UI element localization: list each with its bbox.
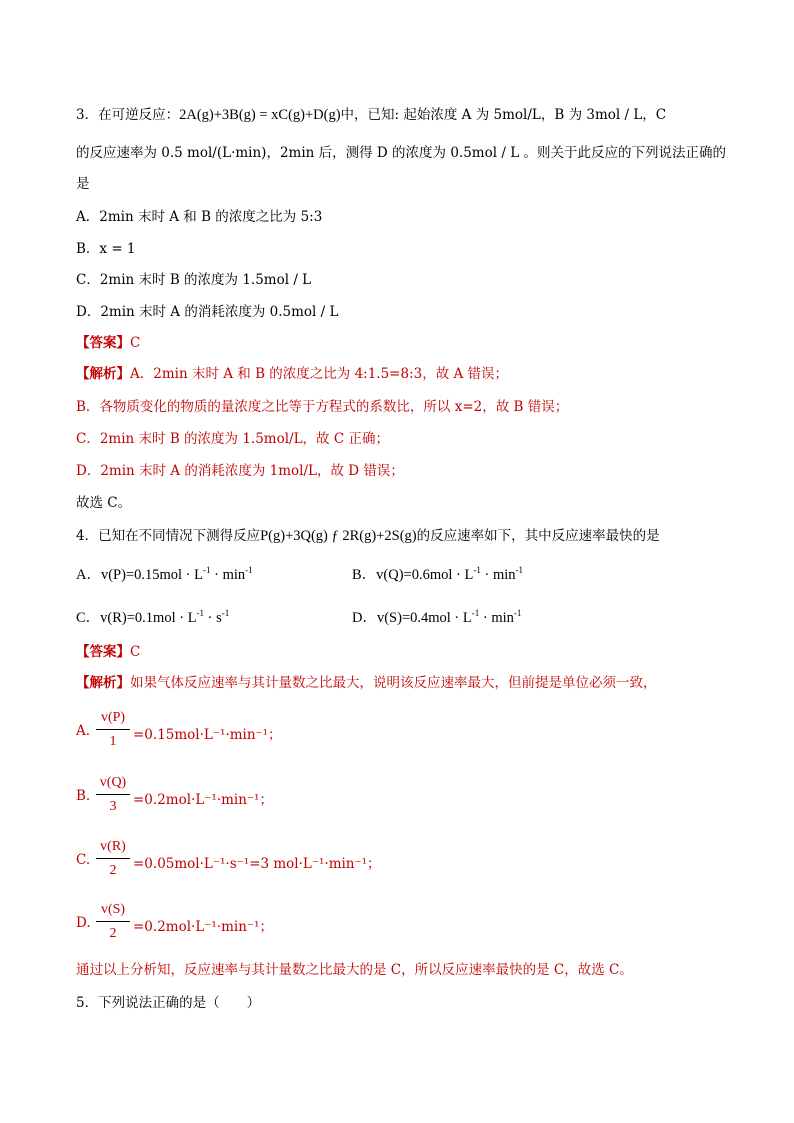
q3-option-a: A．2min 末时 A 和 B 的浓度之比为 5:3 — [76, 209, 323, 225]
q3-stem-line2: 的反应速率为 0.5 mol/(L·min)，2min 后，测得 D 的浓度为 0.5mol / L 。则关于此反应的下列说法正确的 — [76, 145, 726, 161]
q4-option-b: B．$v(Q)=0.6mol \cdot L^{-1} \cdot \min^{-1}$ — [352, 565, 523, 583]
q3-stem-line1: 3．在可逆反应：2A(g)+3B(g) = xC(g)+D(g)中，已知: 起始浓度 A 为 5mol/L，B 为 3mol / L，C — [76, 107, 667, 123]
q4-fraction-c: v(R) 2 — [96, 839, 130, 879]
q4-analysis-intro: 【解析】如果气体反应速率与其计量数之比最大，说明该反应速率最大，但前提是单位必须一致， — [76, 675, 657, 691]
q3-option-d: D．2min 末时 A 的消耗浓度为 0.5mol / L — [76, 304, 339, 320]
q3-analysis-a: 【解析】A．2min 末时 A 和 B 的浓度之比为 4:1.5=8:3，故 A 错误； — [76, 366, 509, 382]
q4-fraction-d: v(S) 2 — [96, 902, 130, 942]
q4-stem: 4．已知在不同情况下测得反应P(g)+3Q(g) ƒ 2R(g)+2S(g)的反应速率如下，其中反应速率最快的是 — [76, 528, 660, 544]
q3-analysis-b: B．各物质变化的物质的量浓度之比等于方程式的系数比，所以 x=2，故 B 错误； — [76, 399, 569, 415]
q4-fraction-d-label: D. — [76, 915, 91, 931]
q3-stem-line3: 是 — [76, 176, 90, 192]
q4-option-a: A．$v(P)=0.15mol \cdot L^{-1} \cdot \min^{-1}$ — [76, 565, 253, 583]
q4-fraction-a-label: A. — [76, 723, 91, 739]
q4-conclusion: 通过以上分析知，反应速率与其计量数之比最大的是 C，所以反应速率最快的是 C，故选 C。 — [76, 962, 633, 978]
q3-answer: 【答案】C — [76, 335, 141, 351]
q3-conclusion: 故选 C。 — [76, 495, 132, 511]
q3-option-c: C．2min 末时 B 的浓度为 1.5mol / L — [76, 272, 312, 288]
q4-fraction-a-result: =0.15mol·L⁻¹·min⁻¹； — [133, 727, 282, 743]
q4-fraction-c-result: =0.05mol·L⁻¹·s⁻¹=3 mol·L⁻¹·min⁻¹； — [133, 856, 381, 872]
q4-fraction-b: v(Q) 3 — [96, 775, 130, 815]
q3-equation: 2A(g)+3B(g) = xC(g)+D(g) — [179, 107, 341, 123]
q3-analysis-c: C．2min 末时 B 的浓度为 1.5mol/L，故 C 正确； — [76, 431, 389, 447]
q4-fraction-b-result: =0.2mol·L⁻¹·min⁻¹； — [133, 792, 273, 808]
q4-fraction-c-label: C. — [76, 852, 91, 868]
q4-fraction-d-result: =0.2mol·L⁻¹·min⁻¹； — [133, 919, 273, 935]
q3-analysis-d: D．2min 末时 A 的消耗浓度为 1mol/L，故 D 错误； — [76, 463, 404, 479]
q4-option-d: D．$v(S)=0.4mol \cdot L^{-1} \cdot \min^{-1}$ — [352, 608, 522, 626]
q3-option-b: B．x = 1 — [76, 241, 136, 257]
q4-equation: P(g)+3Q(g) ƒ 2R(g)+2S(g) — [260, 528, 417, 544]
q5-stem: 5．下列说法正确的是（ ） — [76, 995, 261, 1011]
q4-answer: 【答案】C — [76, 644, 141, 660]
q4-fraction-b-label: B. — [76, 788, 91, 804]
q4-fraction-a: v(P) 1 — [96, 710, 130, 750]
q4-option-c: C．$v(R)=0.1mol \cdot L^{-1} \cdot s^{-1}$ — [76, 608, 230, 626]
